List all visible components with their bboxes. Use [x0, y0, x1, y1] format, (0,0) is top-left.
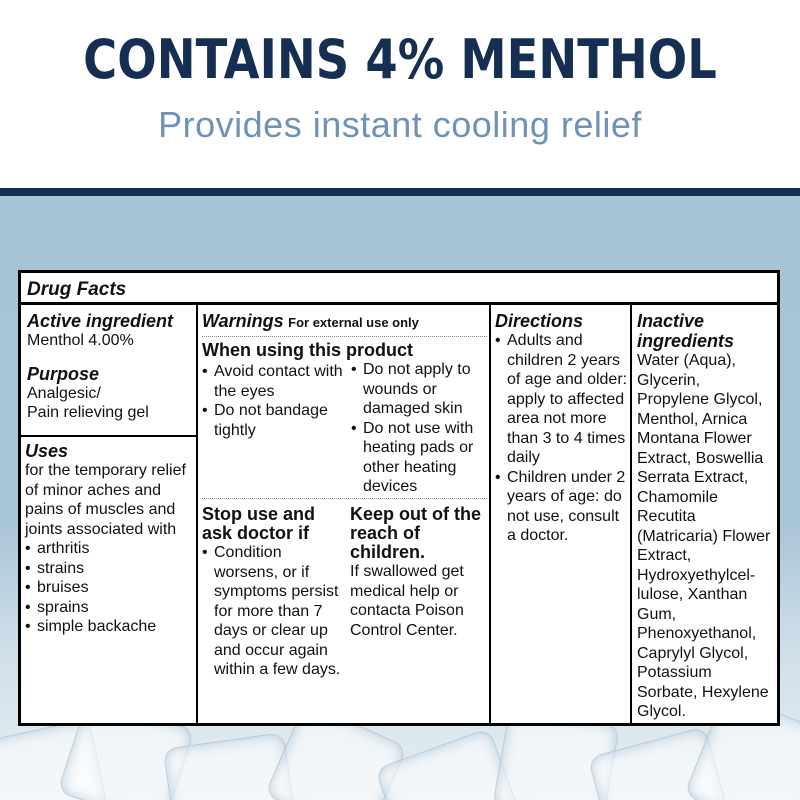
dotted-divider — [202, 336, 487, 337]
drug-facts-panel — [18, 270, 780, 726]
stop-use-list — [202, 543, 344, 680]
list-item: • Do not apply to wounds or damaged skin — [351, 360, 489, 419]
directions-heading: Directions — [495, 311, 584, 331]
directions-section — [495, 311, 628, 546]
keep-out-section — [350, 505, 488, 640]
warnings-subheading: For external use only — [288, 315, 419, 330]
column-directions — [491, 305, 632, 723]
uses-section — [25, 441, 195, 637]
purpose-line-1: Analgesic/ — [27, 385, 101, 402]
dotted-divider — [202, 498, 487, 499]
purpose-line-2: Pain relieving gel — [27, 404, 149, 421]
active-ingredient-heading: Active ingredient — [27, 311, 174, 331]
column-inactive-ingredients — [632, 305, 777, 723]
list-item: • Do not bandage tightly — [202, 401, 347, 440]
when-using-list-right — [351, 360, 489, 497]
when-using-list-left — [202, 362, 347, 440]
directions-list — [495, 331, 628, 546]
list-item: • Children under 2 years of age: do not use, consult a doctor. — [495, 468, 628, 546]
keep-out-text: If swallowed get medical help or contacta Poison Control Center. — [350, 563, 464, 639]
section-divider — [21, 435, 198, 437]
stop-use-section — [202, 505, 344, 680]
column-active-purpose-uses — [21, 305, 198, 723]
headline: CONTAINS 4% MENTHOL — [83, 28, 717, 91]
list-item: • Avoid contact with the eyes — [202, 362, 347, 401]
list-item: • sprains — [25, 598, 195, 618]
stop-use-heading: Stop use and ask doctor if — [202, 504, 316, 543]
inactive-ingredients-heading: Inactive ingredients — [637, 311, 735, 351]
list-item: • Condition worsens, or if symptoms persist for more than 7 days or clear up and occur again within a few days. — [202, 543, 344, 680]
subheadline: Provides instant cooling relief — [158, 104, 642, 145]
purpose-heading: Purpose — [27, 364, 100, 384]
list-item: • strains — [25, 559, 195, 579]
keep-out-heading: Keep out of the reach of children. — [350, 504, 481, 562]
uses-heading: Uses — [25, 441, 69, 461]
header-banner — [0, 0, 800, 188]
drug-facts-title: Drug Facts — [21, 273, 777, 305]
list-item: • simple backache — [25, 617, 195, 637]
inactive-ingredients-text: Water (Aqua), Glycerin, Propylene Glycol, Menthol, Arnica Montana Flower Extract, Boswellia Serrata Extract, Chamomile Recutita (Matricaria) Flower Extract, Hydroxyethylcel-lulose, Xanthan Gum, Phenoxyethanol, Caprylyl Glycol, Potassium Sorbate, Hexylene Glycol. — [637, 352, 771, 720]
list-item: • Do not use with heating pads or other heating devices — [351, 419, 489, 497]
list-item: • Adults and children 2 years of age and older: apply to affected area not more than 3 to 4 times daily — [495, 331, 628, 468]
list-item: • arthritis — [25, 539, 195, 559]
warnings-heading: Warnings — [202, 311, 284, 331]
uses-list — [25, 539, 195, 637]
inactive-ingredients-section — [637, 311, 775, 722]
list-item: • bruises — [25, 578, 195, 598]
active-ingredient-value: Menthol 4.00% — [27, 332, 134, 349]
when-using-heading: When using this product — [202, 340, 413, 360]
column-warnings — [198, 305, 491, 723]
active-purpose-section — [27, 311, 192, 422]
navy-divider — [0, 188, 800, 196]
uses-intro: for the temporary relief of minor aches and pains of muscles and joints associated with — [25, 462, 186, 538]
warnings-title — [202, 311, 487, 332]
